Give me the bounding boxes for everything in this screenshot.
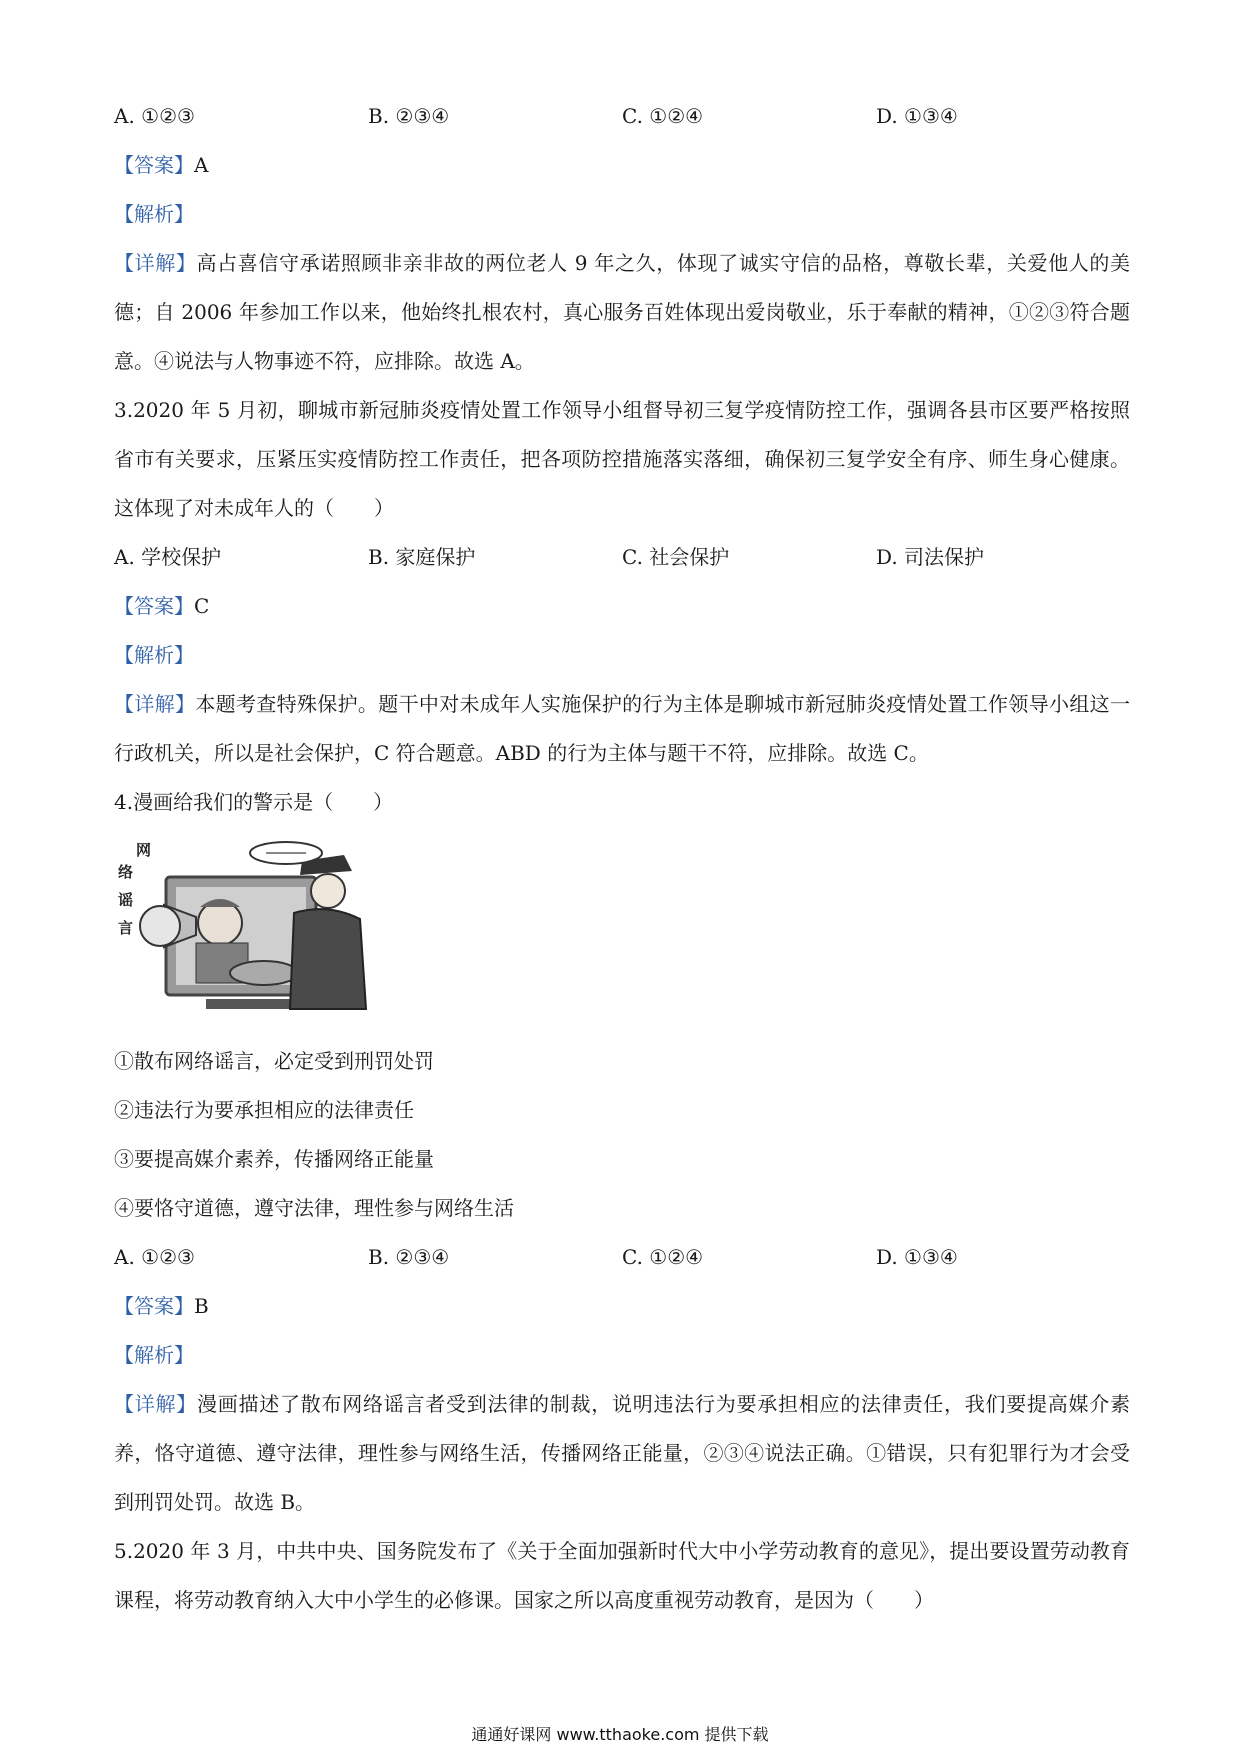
q3-option-c: C. 社会保护 (622, 545, 730, 569)
answer-tag: 【答案】 (114, 594, 194, 618)
q2-option-b: B. ②③④ (368, 104, 450, 128)
q3-detail (114, 680, 1130, 778)
q4-statement-4: ④要恪守道德，遵守法律，理性参与网络生活 (114, 1196, 514, 1220)
answer-value: B (194, 1294, 209, 1318)
q4-options (114, 1233, 1130, 1282)
detail-tag: 【详解】 (114, 692, 196, 716)
q4-cartoon-image (114, 833, 378, 1033)
q2-answer (114, 141, 1130, 190)
q2-analysis (114, 190, 1130, 239)
cartoon-char-1: 网 (136, 841, 152, 859)
q2-detail (114, 239, 1130, 386)
q4-stem: 4.漫画给我们的警示是（ ） (114, 790, 394, 814)
q3-option-a: A. 学校保护 (114, 545, 222, 569)
q2-option-a: A. ①②③ (114, 104, 195, 128)
analysis-tag: 【解析】 (114, 643, 194, 667)
q4-option-b: B. ②③④ (368, 1245, 450, 1269)
answer-tag: 【答案】 (114, 153, 194, 177)
answer-tag: 【答案】 (114, 1294, 194, 1318)
q4-statement-2: ②违法行为要承担相应的法律责任 (114, 1098, 414, 1122)
cartoon-char-3: 谣 (118, 891, 134, 909)
detail-text: 漫画描述了散布网络谣言者受到法律的制裁，说明违法行为要承担相应的法律责任，我们要提高媒介素养，恪守道德、遵守法律，理性参与网络生活，传播网络正能量，②③④说法正确。①错误，只有犯罪行为才会受到刑罚处罚。故选 B。 (114, 1392, 1130, 1514)
q2-option-c: C. ①②④ (622, 104, 704, 128)
q4-detail (114, 1380, 1130, 1527)
detail-text: 高占喜信守承诺照顾非亲非故的两位老人 9 年之久，体现了诚实守信的品格，尊敬长辈，关爱他人的美德；自 2006 年参加工作以来，他始终扎根农村，真心服务百姓体现出爱岗敬业，乐于奉献的精神，①②③符合题意。④说法与人物事迹不符，应排除。故选 A。 (114, 251, 1130, 373)
detail-text: 本题考查特殊保护。题干中对未成年人实施保护的行为主体是聊城市新冠肺炎疫情处置工作领导小组这一行政机关，所以是社会保护，C 符合题意。ABD 的行为主体与题干不符，应排除。故选 C。 (114, 692, 1131, 765)
q3-answer (114, 582, 1130, 631)
cartoon-char-4: 言 (118, 919, 134, 937)
analysis-tag: 【解析】 (114, 202, 194, 226)
q4-statement-3: ③要提高媒介素养，传播网络正能量 (114, 1147, 434, 1171)
detail-tag: 【详解】 (114, 251, 197, 275)
q3-options (114, 533, 1130, 582)
q2-option-d: D. ①③④ (876, 104, 958, 128)
q4-answer (114, 1282, 1130, 1331)
document-page (114, 92, 1130, 1625)
cartoon-illustration (114, 833, 378, 1033)
q3-option-b: B. 家庭保护 (368, 545, 476, 569)
q2-options (114, 92, 1130, 141)
q3-option-d: D. 司法保护 (876, 545, 985, 569)
analysis-tag: 【解析】 (114, 1343, 194, 1367)
q4-option-c: C. ①②④ (622, 1245, 704, 1269)
q5-stem: 5.2020 年 3 月，中共中央、国务院发布了《关于全面加强新时代大中小学劳动教育的意见》，提出要设置劳动教育课程，将劳动教育纳入大中小学生的必修课。国家之所以高度重视劳动教育，是因为（ ） (114, 1539, 1130, 1612)
q3-analysis (114, 631, 1130, 680)
answer-value: C (194, 594, 210, 618)
q4-analysis (114, 1331, 1130, 1380)
cartoon-char-2: 络 (118, 863, 134, 881)
answer-value: A (194, 153, 209, 177)
page-footer: 通通好课网 www.tthaoke.com 提供下载 (471, 1725, 769, 1744)
detail-tag: 【详解】 (114, 1392, 197, 1416)
q4-option-d: D. ①③④ (876, 1245, 958, 1269)
q4-option-a: A. ①②③ (114, 1245, 195, 1269)
q3-stem: 3.2020 年 5 月初，聊城市新冠肺炎疫情处置工作领导小组督导初三复学疫情防控工作，强调各县市区要严格按照省市有关要求，压紧压实疫情防控工作责任，把各项防控措施落实落细，确保初三复学安全有序、师生身心健康。这体现了对未成年人的（ ） (114, 398, 1130, 520)
q4-statement-1: ①散布网络谣言，必定受到刑罚处罚 (114, 1049, 434, 1073)
